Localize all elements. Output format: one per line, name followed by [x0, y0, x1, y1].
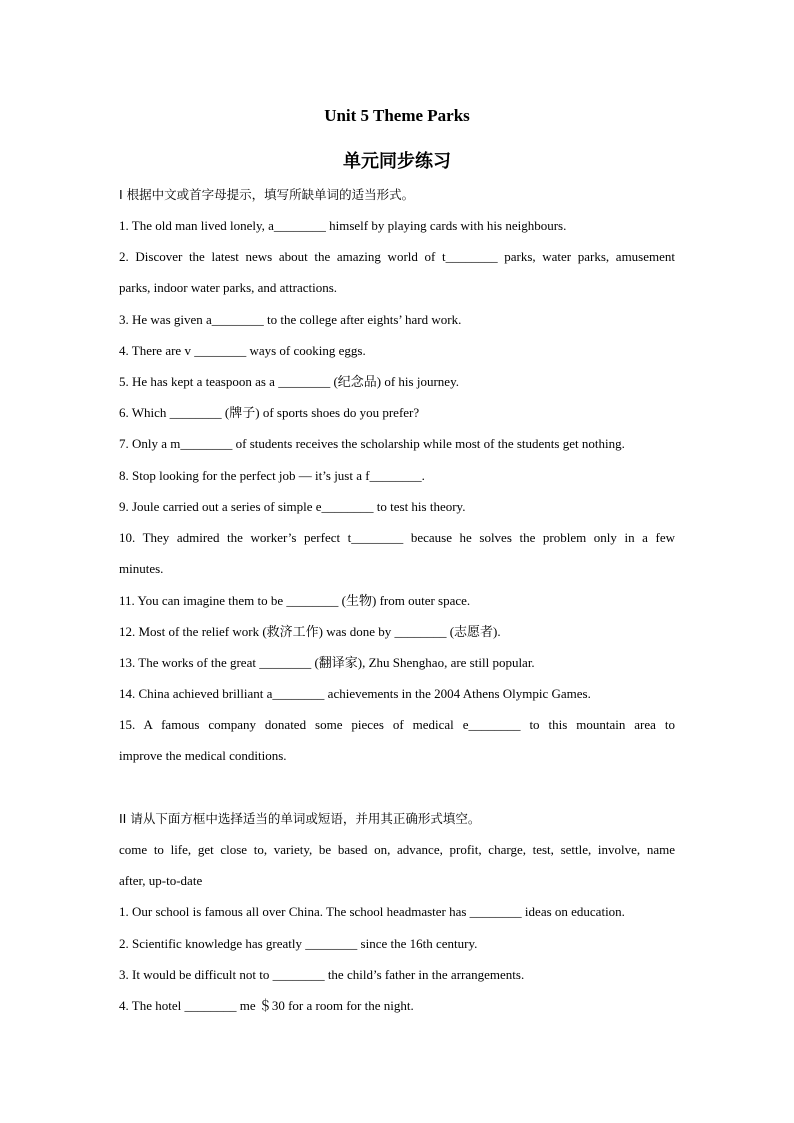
question-15-line2: improve the medical conditions.: [119, 748, 287, 763]
word-bank-line2: after, up-to-date: [119, 873, 203, 888]
question-4: 4. There are v ________ ways of cooking eggs.: [119, 343, 366, 358]
question-11: 11. You can imagine them to be ________ (生物) from outer space.: [119, 593, 471, 608]
question-15-line1: 15. A famous company donated some pieces of medical e________ to this mountain area to: [119, 717, 675, 732]
question-3: 3. He was given a________ to the college after eights’ hard work.: [119, 312, 462, 327]
question-6: 6. Which ________ (牌子) of sports shoes do you prefer?: [119, 405, 420, 420]
question-14: 14. China achieved brilliant a________ achievements in the 2004 Athens Olympic Games.: [119, 686, 591, 701]
question-10-line2: minutes.: [119, 561, 164, 576]
section2-question-2: 2. Scientific knowledge has greatly ________ since the 16th century.: [119, 936, 478, 951]
question-13: 13. The works of the great ________ (翻译家), Zhu Shenghao, are still popular.: [119, 655, 535, 670]
question-1: 1. The old man lived lonely, a________ himself by playing cards with his neighbours.: [119, 218, 567, 233]
page-subtitle: 单元同步练习: [343, 151, 451, 172]
question-2-line1: 2. Discover the latest news about the amazing world of t________ parks, water parks, amusement: [119, 249, 675, 264]
section1-heading: I 根据中文或首字母提示，填写所缺单词的适当形式。: [119, 187, 415, 202]
question-9: 9. Joule carried out a series of simple e________ to test his theory.: [119, 499, 466, 514]
section2-question-1: 1. Our school is famous all over China. The school headmaster has ________ ideas on education.: [119, 904, 625, 919]
question-2-line2: parks, indoor water parks, and attractions.: [119, 280, 338, 295]
section2-question-3: 3. It would be difficult not to ________ the child’s father in the arrangements.: [119, 967, 525, 982]
question-8: 8. Stop looking for the perfect job — it’s just a f________.: [119, 468, 425, 483]
question-12: 12. Most of the relief work (救济工作) was done by ________ (志愿者).: [119, 624, 501, 639]
question-5: 5. He has kept a teaspoon as a ________ (纪念品) of his journey.: [119, 374, 459, 389]
section2-question-4: 4. The hotel ________ me ＄30 for a room for the night.: [119, 998, 414, 1013]
question-10-line1: 10. They admired the worker’s perfect t________ because he solves the problem only in a few: [119, 530, 675, 545]
question-7: 7. Only a m________ of students receives the scholarship while most of the students get nothing.: [119, 436, 625, 451]
section2-heading: II 请从下面方框中选择适当的单词或短语，并用其正确形式填空。: [119, 811, 481, 826]
word-bank-line1: come to life, get close to, variety, be based on, advance, profit, charge, test, settle, involve, name: [119, 842, 675, 857]
page-title: Unit 5 Theme Parks: [324, 106, 470, 125]
